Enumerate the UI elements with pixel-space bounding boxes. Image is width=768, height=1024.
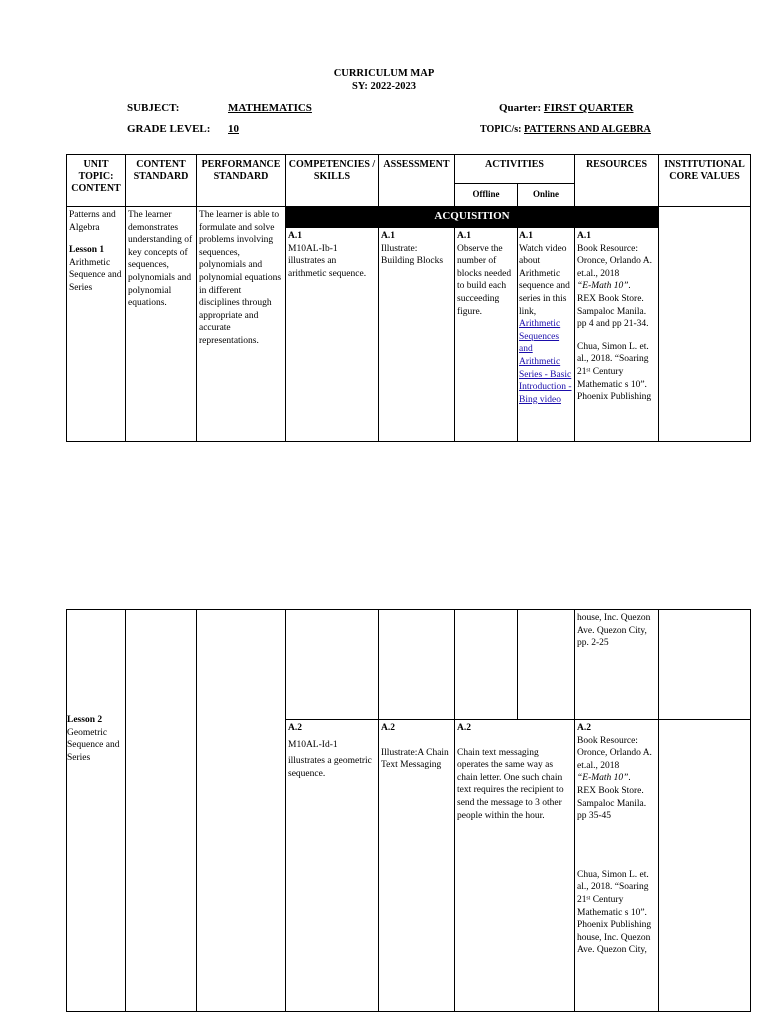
competency-label-2: A.2	[288, 723, 302, 733]
grade-label: GRADE LEVEL:	[127, 123, 211, 135]
resources-cell	[575, 228, 659, 442]
unit-cell-2	[67, 610, 126, 1012]
assessment-label: A.1	[381, 231, 395, 241]
assessment-cell	[379, 228, 455, 442]
online-activity-cell	[518, 228, 575, 442]
topic-value: PATTERNS AND ALGEBRA	[524, 124, 651, 135]
assessment-text-2: Illustrate:A Chain Text Messaging	[381, 747, 449, 771]
resources-line3: Chua, Simon L. et. al., 2018. “Soaring 21ˢᵗ Century Mathematic s 10”. Phoenix Publishing	[577, 341, 652, 403]
competency-text: illustrates an arithmetic sequence.	[288, 256, 367, 279]
performance-standard-cell: The learner is able to formulate and solve problems involving sequences, polynomials and polynomial equations in different disciplines through appropriate and accurate representations.	[197, 207, 286, 442]
lesson-1-label: Lesson 1	[69, 245, 105, 256]
content-standard-cell-2	[126, 610, 197, 1012]
core-values-cell	[659, 207, 751, 442]
quarter-label: Quarter:	[499, 102, 542, 114]
school-year: SY: 2022-2023	[351, 81, 417, 92]
assessment-cell-cont	[379, 610, 455, 720]
unit-topic: Patterns and Algebra	[69, 210, 116, 233]
header-resources: RESOURCES	[575, 155, 659, 207]
header-offline: Offline	[455, 184, 518, 207]
video-link[interactable]: Arithmetic Sequences and Arithmetic Series - Basic Introduction - Bing video	[519, 319, 572, 405]
activity-text-2: Chain text messaging operates the same way as chain letter. One such chain text requires the recipient to send the message to 3 other people within the hour.	[457, 747, 564, 821]
resources-cell-cont: house, Inc. Quezon Ave. Quezon City, pp. 2-25	[575, 610, 659, 720]
header-core-values: INSTITUTIONAL CORE VALUES	[659, 155, 751, 207]
document-title: CURRICULUM MAP	[333, 68, 435, 79]
core-values-cell-cont	[659, 610, 751, 720]
resources-line1: Book Resource: Oronce, Orlando A. et.al., 2018	[577, 243, 652, 279]
lesson-2-title: Geometric Sequence and Series	[67, 727, 120, 763]
quarter-value: FIRST QUARTER	[543, 102, 634, 114]
subject-label: SUBJECT:	[127, 102, 180, 114]
resources-cell-2	[575, 720, 659, 1012]
assessment-label-2: A.2	[381, 723, 395, 733]
activity-label-2: A.2	[457, 723, 471, 733]
curriculum-table-page1	[66, 154, 751, 442]
resources-line3-2: Chua, Simon L. et. al., 2018. “Soaring 21ˢᵗ Century Mathematic s 10”. Phoenix Publishing house, Inc. Quezon Ave. Quezon City,	[577, 869, 652, 956]
header-performance-standard: PERFORMANCE STANDARD	[197, 155, 286, 207]
resources-label: A.1	[577, 231, 592, 241]
assessment-cell-2	[379, 720, 455, 1012]
offline-label: A.1	[457, 231, 471, 241]
curriculum-table-page2	[66, 609, 751, 1012]
resources-line1-2: Book Resource: Oronce, Orlando A. et.al., 2018	[577, 735, 652, 771]
competency-code: M10AL-Ib-1	[288, 243, 338, 254]
performance-standard-cell-2	[197, 610, 286, 1012]
offline-activity-cell	[455, 228, 518, 442]
resources-line2-2: REX Book Store. Sampaloc Manila. pp 35-45	[577, 785, 647, 822]
competency-code-2: M10AL-Id-1	[288, 739, 338, 750]
header-competencies: COMPETENCIES / SKILLS	[286, 155, 379, 207]
header-content-standard: CONTENT STANDARD	[126, 155, 197, 207]
resources-book-title-2: “E-Math 10”.	[577, 773, 631, 784]
online-text: Watch video about Arithmetic sequence and series in this link,	[519, 243, 570, 317]
header-assessment: ASSESSMENT	[379, 155, 455, 207]
lesson-1-title: Arithmetic Sequence and Series	[69, 257, 122, 293]
assessment-text: Illustrate: Building Blocks	[381, 243, 444, 267]
competency-label: A.1	[288, 231, 302, 241]
online-label: A.1	[519, 231, 533, 241]
offline-cell-cont	[455, 610, 518, 720]
header-unit: UNIT TOPIC: CONTENT	[67, 155, 126, 207]
competency-cell-cont	[286, 610, 379, 720]
offline-text: Observe the number of blocks needed to build each succeeding figure.	[457, 243, 512, 317]
topic-label: TOPIC/s:	[480, 124, 522, 135]
resources-label-2: A.2	[577, 723, 591, 733]
header-activities: ACTIVITIES	[455, 155, 575, 184]
acquisition-band: ACQUISITION	[286, 207, 659, 228]
subject-value: MATHEMATICS	[228, 102, 312, 114]
content-standard-cell: The learner demonstrates understanding of key concepts of sequences, polynomials and polynomial equations.	[126, 207, 197, 442]
core-values-cell-2	[659, 720, 751, 1012]
header-online: Online	[518, 184, 575, 207]
online-cell-cont	[518, 610, 575, 720]
quarter-line	[499, 102, 633, 114]
unit-cell	[67, 207, 126, 442]
lesson-2-label: Lesson 2	[67, 715, 103, 725]
grade-value: 10	[228, 123, 239, 135]
competency-cell-2	[286, 720, 379, 1012]
resources-book-title: “E-Math 10”.	[577, 281, 631, 292]
competency-text-2: illustrates a geometric sequence.	[288, 756, 372, 779]
competency-cell	[286, 228, 379, 442]
topic-line	[480, 124, 651, 135]
resources-line2: REX Book Store. Sampaloc Manila. pp 4 and pp 21-34.	[577, 293, 649, 330]
activity-cell-2	[455, 720, 575, 1012]
